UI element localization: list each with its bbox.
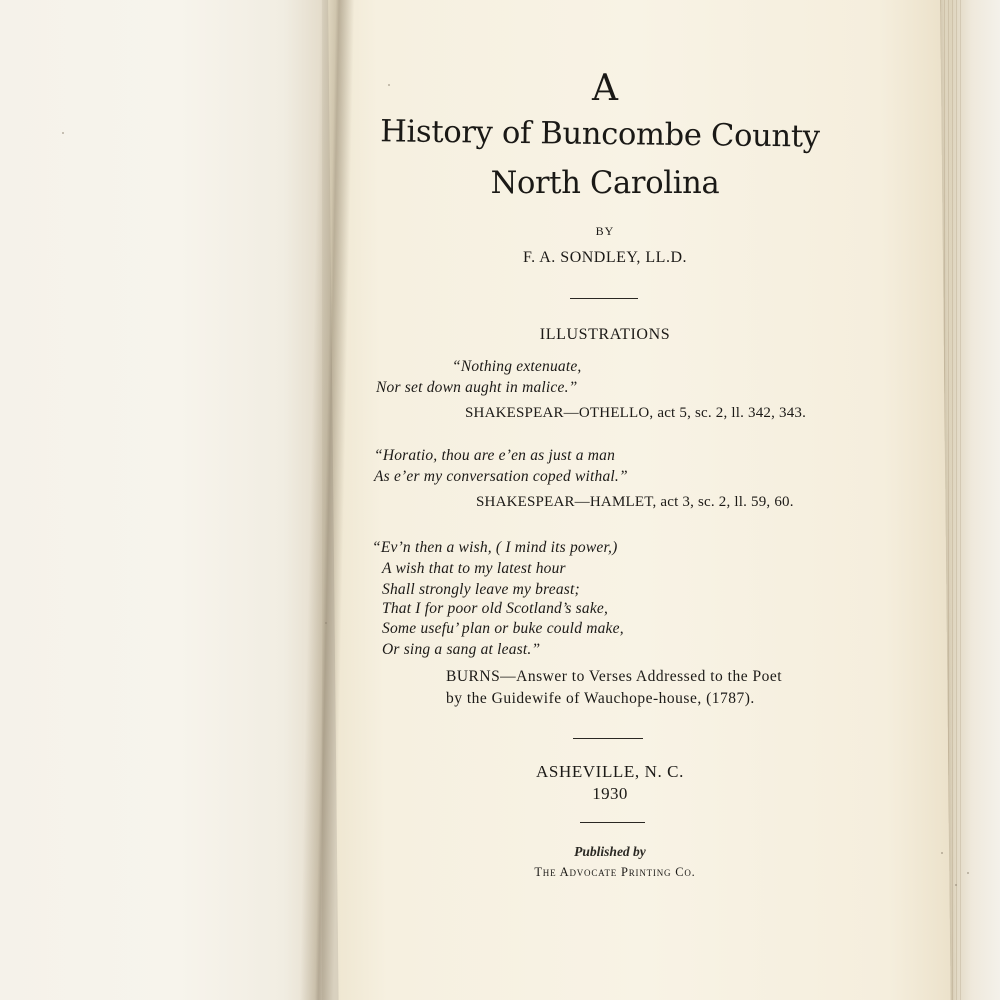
book-subtitle: North Carolina xyxy=(490,166,720,201)
quote3-line6: Or sing a sang at least.” xyxy=(382,641,541,658)
printer-name: The Advocate Printing Co. xyxy=(534,865,696,879)
quote1-line1: “Nothing extenuate, xyxy=(452,358,582,375)
by-label: BY xyxy=(595,224,615,238)
divider-rule-2 xyxy=(573,738,643,739)
divider-rule-3 xyxy=(580,822,645,823)
divider-rule-1 xyxy=(570,298,638,299)
blank-left-page xyxy=(0,0,322,1000)
quote2-attribution: SHAKESPEAR—HAMLET, act 3, sc. 2, ll. 59, 60. xyxy=(476,494,794,510)
author-name: F. A. SONDLEY, LL.D. xyxy=(523,249,687,266)
quote3-attribution-line2: by the Guidewife of Wauchope-house, (1787). xyxy=(446,690,755,707)
book-title: History of Buncombe County xyxy=(380,114,820,155)
quote3-line1: “Ev’n then a wish, ( I mind its power,) xyxy=(372,539,618,556)
quote3-attribution-line1: BURNS—Answer to Verses Addressed to the Poet xyxy=(446,668,783,685)
title-article: A xyxy=(592,68,618,109)
published-by-label: Published by xyxy=(574,844,646,859)
quote3-line3: Shall strongly leave my breast; xyxy=(382,581,580,598)
quote1-line2: Nor set down aught in malice.” xyxy=(376,379,578,396)
quote1-attribution: SHAKESPEAR—OTHELLO, act 5, sc. 2, ll. 342, 343. xyxy=(465,405,807,421)
quote3-attribution xyxy=(446,666,782,710)
publication-place: ASHEVILLE, N. C. xyxy=(536,762,684,781)
quote2-line1: “Horatio, thou are e’en as just a man xyxy=(374,447,616,464)
publication-year: 1930 xyxy=(592,784,628,803)
quote3-line4: That I for poor old Scotland’s sake, xyxy=(382,600,609,617)
illustrations-heading: ILLUSTRATIONS xyxy=(539,326,671,343)
quote2-line2: As e’er my conversation coped withal.” xyxy=(374,468,628,485)
quote3-line5: Some usefu’ plan or buke could make, xyxy=(382,620,624,637)
quote3-line2: A wish that to my latest hour xyxy=(382,560,566,577)
